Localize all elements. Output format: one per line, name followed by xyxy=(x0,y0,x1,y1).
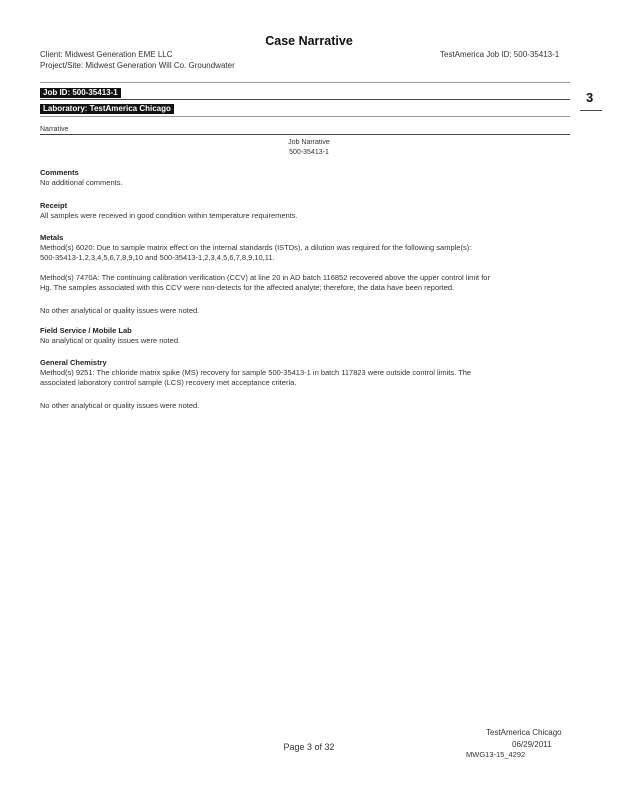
footer-lab: TestAmerica Chicago xyxy=(486,728,562,737)
job-id-bar: Job ID: 500-35413-1 xyxy=(40,88,121,98)
section-text-comments: No additional comments. xyxy=(40,178,123,187)
section-text-receipt: All samples were received in good condition within temperature requirements. xyxy=(40,211,298,220)
section-tab-rule xyxy=(580,110,602,111)
footer-doc-id: MWG13-15_4292 xyxy=(466,750,526,759)
section-text-metals-other: No other analytical or quality issues were noted. xyxy=(40,306,200,315)
section-text-genchem-other: No other analytical or quality issues were noted. xyxy=(40,401,200,410)
section-tab-number: 3 xyxy=(586,90,594,105)
section-text-metals-line2: 500-35413-1,2,3,4,5,6,7,8,9,10 and 500-35413-1,2,3,4,5,6,7,8,9,10,11. xyxy=(40,253,275,262)
project-line: Project/Site: Midwest Generation Will Co. Groundwater xyxy=(40,61,235,70)
section-heading-metals: Metals xyxy=(40,233,64,242)
section-text-field-service: No analytical or quality issues were noted. xyxy=(40,336,181,345)
section-text-genchem-line2: associated laboratory control sample (LCS) recovery met acceptance criteria. xyxy=(40,378,297,387)
job-reference: TestAmerica Job ID: 500-35413-1 xyxy=(440,50,560,59)
section-text-genchem-line1: Method(s) 9251: The chloride matrix spike (MS) recovery for sample 500-35413-1 in batch 117823 were outside control limits. The xyxy=(40,368,472,377)
job-id-rule xyxy=(40,99,570,100)
job-narrative-title: Job Narrative xyxy=(288,139,330,146)
laboratory-bar: Laboratory: TestAmerica Chicago xyxy=(40,104,174,114)
section-heading-general-chemistry: General Chemistry xyxy=(40,358,107,367)
narrative-label: Narrative xyxy=(40,126,69,133)
section-text-mercury-line2: Hg. The samples associated with this CCV were non-detects for the affected analyte; therefore, the data have been reported. xyxy=(40,283,455,292)
narrative-rule xyxy=(40,134,570,135)
header-rule xyxy=(40,82,570,83)
section-heading-receipt: Receipt xyxy=(40,201,68,210)
page-number: Page 3 of 32 xyxy=(283,742,335,752)
laboratory-rule xyxy=(40,116,570,117)
section-heading-comments: Comments xyxy=(40,168,79,177)
job-narrative-id: 500-35413-1 xyxy=(289,149,329,156)
footer-date: 06/29/2011 xyxy=(512,740,552,749)
section-text-mercury-line1: Method(s) 7470A: The continuing calibration verification (CCV) at line 20 in AD batch 116852 recovered above the upper control limit for xyxy=(40,273,490,282)
section-text-metals-line1: Method(s) 6020: Due to sample matrix effect on the internal standards (ISTDs), a dilution was required for the following sample(s): xyxy=(40,243,472,252)
client-line: Client: Midwest Generation EME LLC xyxy=(40,50,173,59)
page-title: Case Narrative xyxy=(265,34,353,48)
section-heading-field-service: Field Service / Mobile Lab xyxy=(40,326,132,335)
